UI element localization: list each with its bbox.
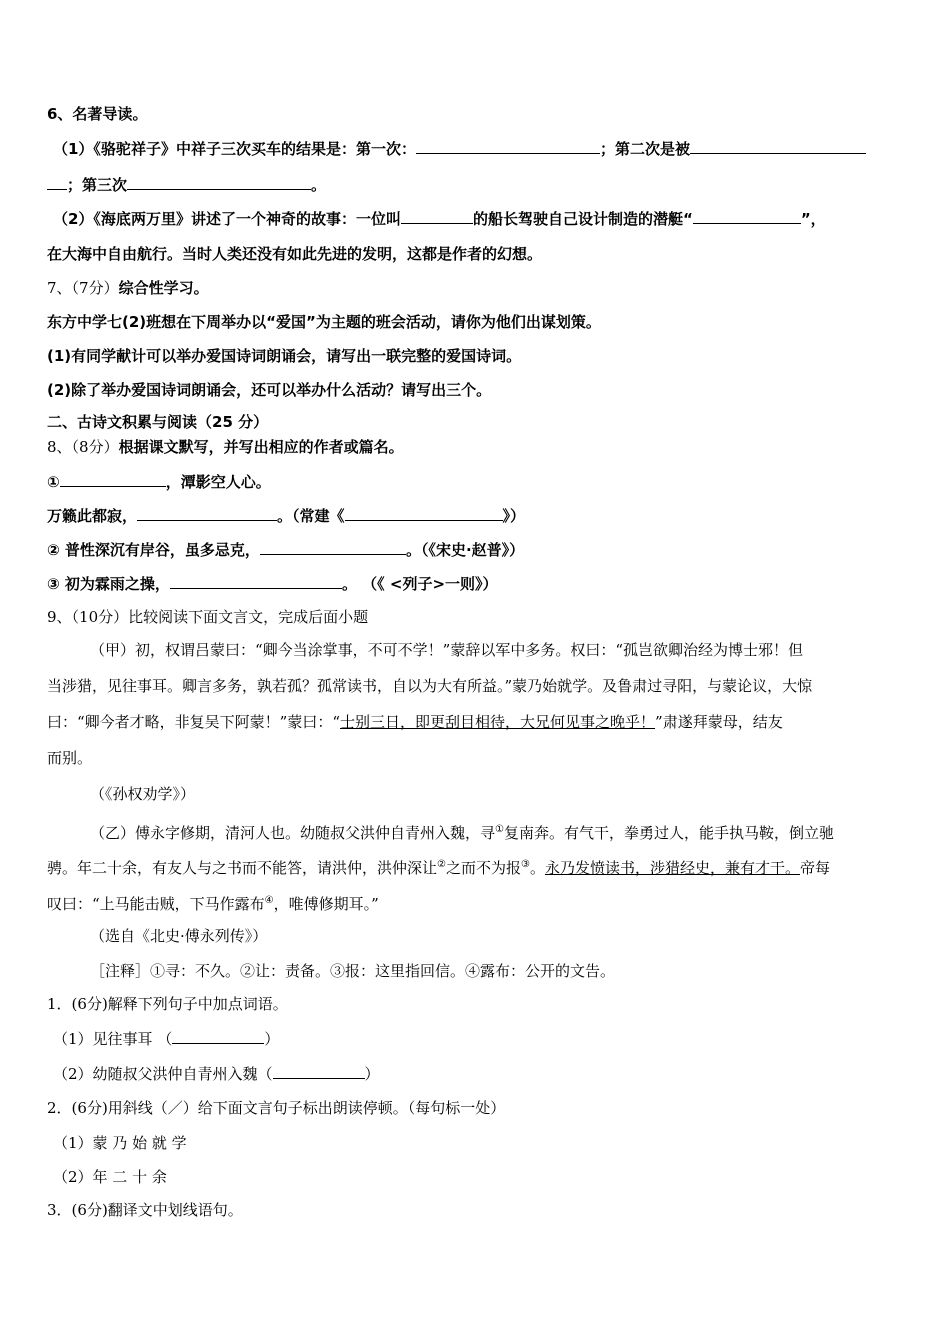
q8-text: ① — [47, 473, 60, 491]
answer-blank[interactable] — [172, 1028, 264, 1044]
q7-intro: 东方中学七(2)班想在下周举办以“爱国”为主题的班会活动，请你为他们出谋划策。 — [47, 313, 601, 331]
footnote-marker: ④ — [264, 895, 274, 906]
q6-part2-text: 的船长驾驶自己设计制造的潜艇“ — [472, 210, 693, 228]
passage-jia-line4: 而别。 — [47, 749, 93, 767]
passage-jia-line1: （甲）初，权谓吕蒙曰：“卿今当涂掌事，不可不学！”蒙辞以军中多务。权曰：“孤岂欲卿治经为博士邪！但 — [90, 641, 804, 659]
q6-part1-text: ；第三次 — [67, 176, 128, 194]
q8-text: 万籁此都寂， — [47, 507, 138, 525]
passage-text: 叹曰：“上马能击贼，下马作露布 — [47, 895, 265, 913]
passage-text: 之而不为报 — [445, 859, 521, 877]
answer-blank[interactable] — [693, 208, 801, 224]
subq1-title: 1．(6分)解释下列句子中加点词语。 — [47, 995, 288, 1013]
q7-sub2: (2)除了举办爱国诗词朗诵会，还可以举办什么活动？请写出三个。 — [47, 381, 492, 399]
subq-text: ） — [364, 1065, 380, 1083]
q6-part1-text: （1）《骆驼祥子》中祥子三次买车的结果是：第一次： — [53, 140, 416, 158]
passage-text: （乙）傅永字修期，清河人也。幼随叔父洪仲自青州入魏，寻 — [90, 824, 496, 842]
q8-title: 根据课文默写，并写出相应的作者或篇名。 — [118, 438, 404, 456]
q9-title: 9、（10分）比较阅读下面文言文，完成后面小题 — [47, 608, 369, 626]
answer-blank[interactable] — [273, 1063, 365, 1079]
footnote-marker: ① — [495, 824, 504, 835]
q8-number: 8、（8分） — [47, 438, 119, 456]
subq-text: （2）幼随叔父洪仲自青州入魏（ — [53, 1065, 273, 1083]
q7-sub1: (1)有同学献计可以举办爱国诗词朗诵会，请写出一联完整的爱国诗词。 — [47, 347, 522, 365]
q8-text: 。 （《 <列子>一则》） — [341, 575, 498, 593]
passage-jia-line3 — [47, 712, 783, 732]
passage-jia-line2: 当涉猎，见往事耳。卿言多务，孰若孤？孤常读书，自以为大有所益。”蒙乃始就学。及鲁肃过寻阳，与蒙论议，大惊 — [47, 677, 813, 695]
passage-text: ”肃遂拜蒙母，结友 — [655, 713, 783, 731]
answer-blank[interactable] — [416, 138, 600, 154]
q6-part2-line1 — [53, 208, 826, 229]
subq1-item2 — [53, 1063, 380, 1084]
q7-heading — [47, 278, 209, 298]
q6-part2-text: （2）《海底两万里》讲述了一个神奇的故事：一位叫 — [53, 210, 401, 228]
q8-line2 — [47, 505, 525, 526]
passage-text: 复南奔。有气干，拳勇过人，能手执马鞍，倒立驰 — [503, 824, 834, 842]
q6-part2-line2: 在大海中自由航行。当时人类还没有如此先进的发明，这都是作者的幻想。 — [47, 245, 543, 263]
passage-text: 帝每 — [800, 859, 831, 877]
q6-part1-line2 — [47, 174, 326, 195]
passage-jia-source: （《孙权劝学》） — [90, 785, 196, 803]
answer-blank[interactable] — [690, 138, 866, 154]
q6-part1-text: ；第二次是被 — [599, 140, 690, 158]
passage-text: 骋。年二十余，有友人与之书而不能答，请洪仲，洪仲深让 — [47, 859, 438, 877]
subq-text: ） — [264, 1030, 280, 1048]
passage-yi-line1 — [90, 820, 834, 843]
q7-number: 7、（7分） — [47, 279, 119, 297]
q7-title: 综合性学习。 — [118, 279, 209, 297]
q8-text: ② 普性深沉有岸谷，虽多忌克， — [47, 541, 260, 559]
subq2-item1: （1）蒙 乃 始 就 学 — [53, 1134, 187, 1152]
answer-blank[interactable] — [170, 573, 342, 589]
subq1-item1 — [53, 1028, 279, 1049]
q8-text: 。（常建《 — [277, 507, 345, 525]
passage-yi-source: （选自《北史·傅永列传》） — [90, 927, 268, 945]
q6-part1-text: 。 — [311, 176, 327, 194]
answer-blank[interactable] — [47, 174, 67, 190]
passage-text: ，唯傅修期耳。” — [273, 895, 379, 913]
passage-text: 曰：“卿今者才略，非复吴下阿蒙！”蒙曰：“ — [47, 713, 341, 731]
answer-blank[interactable] — [127, 174, 311, 190]
underlined-sentence: 永乃发愤读书，涉猎经史，兼有才干。 — [544, 859, 800, 877]
subq-text: （1）见往事耳 （ — [53, 1030, 173, 1048]
answer-blank[interactable] — [60, 471, 166, 487]
passage-yi-line3 — [47, 891, 379, 914]
q6-part2-text: ”， — [800, 210, 826, 228]
q8-text: 。（《宋史·赵普》） — [405, 541, 525, 559]
underlined-sentence: 士别三日，即更刮目相待，大兄何见事之晚乎！ — [340, 713, 656, 731]
section-2-heading: 二、古诗文积累与阅读（25 分） — [47, 413, 269, 431]
subq2-title: 2．(6分)用斜线（／）给下面文言句子标出朗读停顿。（每句标一处） — [47, 1099, 506, 1117]
answer-blank[interactable] — [260, 539, 406, 555]
q8-line1 — [47, 471, 271, 492]
answer-blank[interactable] — [401, 208, 473, 224]
q6-part1-line1 — [53, 138, 866, 159]
q8-line3 — [47, 539, 524, 560]
q8-line4 — [47, 573, 498, 594]
q8-text: ，潭影空人心。 — [165, 473, 271, 491]
q8-heading — [47, 437, 404, 457]
q8-text: ③ 初为霖雨之操， — [47, 575, 170, 593]
answer-blank[interactable] — [345, 505, 503, 521]
footnote-marker: ③ — [521, 859, 530, 870]
subq2-item2: （2）年 二 十 余 — [53, 1168, 167, 1186]
q6-title: 6、名著导读。 — [47, 105, 148, 123]
footnote-marker: ② — [437, 859, 446, 870]
q8-text: 》） — [502, 507, 526, 525]
subq3-title: 3．(6分)翻译文中划线语句。 — [47, 1201, 243, 1219]
passage-text: 。 — [529, 859, 545, 877]
answer-blank[interactable] — [137, 505, 277, 521]
annotation-note: ［注释］①寻：不久。②让：责备。③报：这里指回信。④露布：公开的文告。 — [90, 962, 616, 980]
passage-yi-line2 — [47, 855, 830, 878]
